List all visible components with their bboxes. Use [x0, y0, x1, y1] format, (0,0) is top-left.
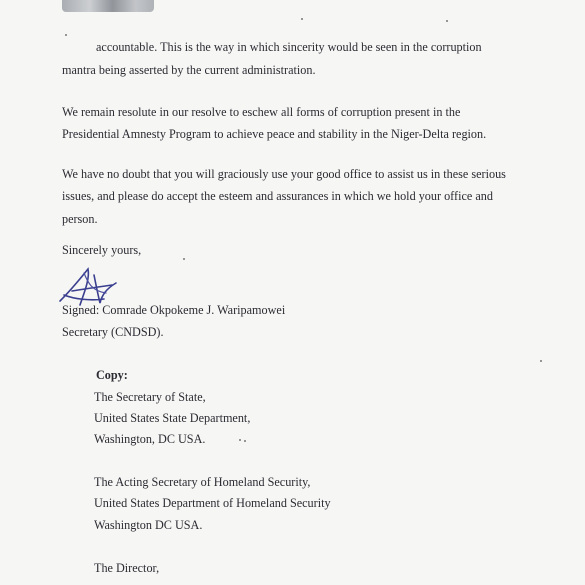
paragraph-2-line-2: Presidential Amnesty Program to achieve peace and stability in the Niger-Delta region. — [62, 127, 487, 141]
recipient-2-line-1: The Acting Secretary of Homeland Security, — [94, 475, 311, 489]
paragraph-1-line-2: mantra being asserted by the current administration. — [62, 63, 316, 77]
paragraph-3-line-3: person. — [62, 212, 98, 226]
signed-line: Signed: Comrade Okpokeme J. Waripamowei — [62, 303, 286, 317]
scan-speck — [540, 360, 542, 362]
signer-title: Secretary (CNDSD). — [62, 325, 164, 339]
paragraph-3-line-1: We have no doubt that you will graciously use your good office to assist us in these serious — [62, 167, 506, 181]
scan-speck — [446, 20, 448, 22]
copy-heading: Copy: — [96, 368, 128, 382]
paragraph-3-line-2: issues, and please do accept the esteem and assurances in which we hold your office and — [62, 189, 493, 203]
scan-speck — [183, 258, 185, 260]
scan-speck — [244, 440, 246, 442]
scan-speck — [301, 18, 303, 20]
scan-speck — [239, 439, 241, 441]
recipient-2-line-3: Washington DC USA. — [94, 518, 203, 532]
closing: Sincerely yours, — [62, 243, 142, 257]
paragraph-2-line-1: We remain resolute in our resolve to eschew all forms of corruption present in the — [62, 105, 461, 119]
recipient-3-line-1: The Director, — [94, 561, 160, 575]
recipient-2-line-2: United States Department of Homeland Security — [94, 496, 331, 510]
paragraph-1-line-1: accountable. This is the way in which sincerity would be seen in the corruption — [96, 40, 482, 54]
recipient-1-line-1: The Secretary of State, — [94, 390, 206, 404]
recipient-1-line-2: United States State Department, — [94, 411, 251, 425]
stamp-fragment — [62, 0, 154, 12]
scan-speck — [65, 34, 67, 36]
recipient-1-line-3: Washington, DC USA. — [94, 432, 206, 446]
